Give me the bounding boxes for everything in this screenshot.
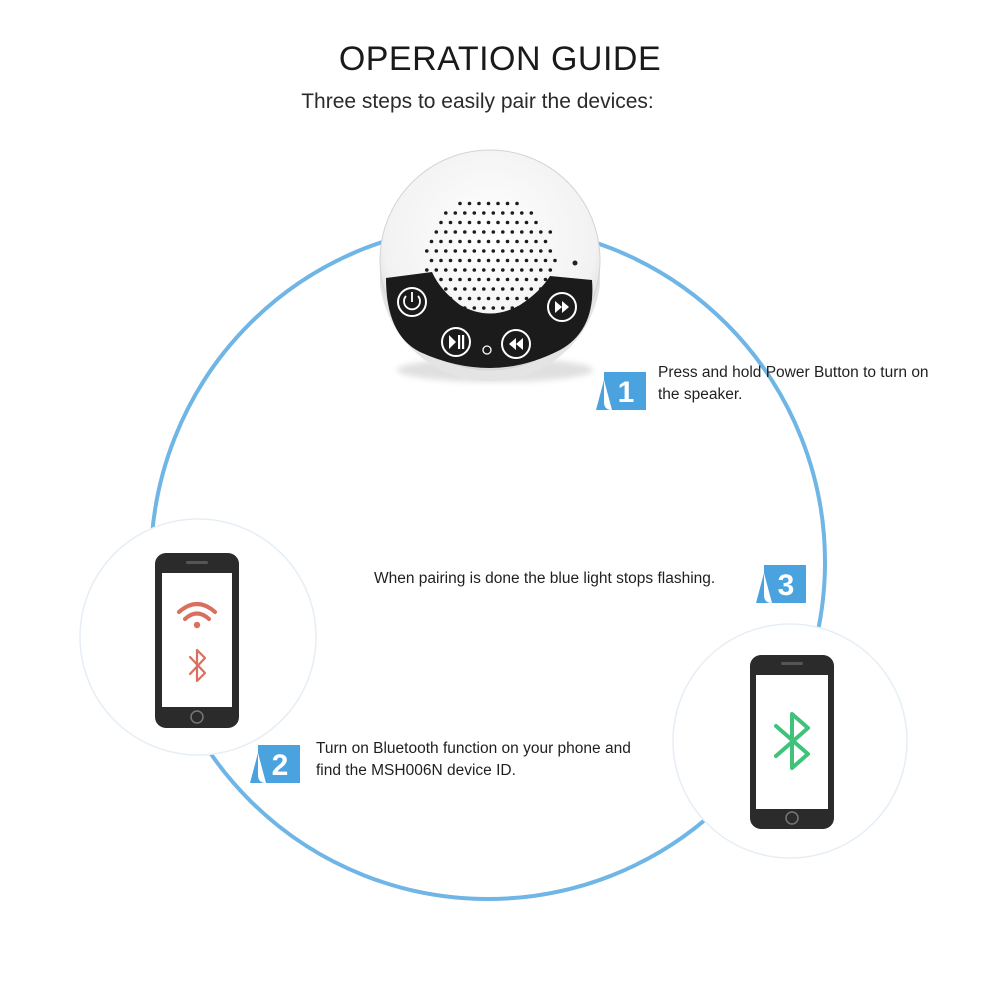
speaker-device bbox=[380, 150, 600, 382]
grill-hole bbox=[530, 268, 534, 272]
grill-hole bbox=[534, 240, 538, 244]
grill-hole bbox=[463, 211, 467, 215]
grill-hole bbox=[482, 268, 486, 272]
grill-hole bbox=[530, 249, 534, 253]
grill-hole bbox=[515, 297, 519, 301]
grill-hole bbox=[501, 306, 505, 310]
grill-hole bbox=[473, 268, 477, 272]
grill-hole bbox=[425, 268, 429, 272]
step-1-badge bbox=[596, 372, 646, 410]
grill-hole bbox=[449, 278, 453, 282]
grill-hole bbox=[439, 221, 443, 225]
grill-hole bbox=[525, 221, 529, 225]
grill-hole bbox=[525, 259, 529, 263]
grill-hole bbox=[487, 202, 491, 206]
grill-hole bbox=[520, 268, 524, 272]
grill-hole bbox=[454, 287, 458, 291]
grill-hole bbox=[534, 259, 538, 263]
grill-hole bbox=[477, 278, 481, 282]
grill-hole bbox=[463, 268, 467, 272]
grill-hole bbox=[501, 268, 505, 272]
grill-hole bbox=[534, 278, 538, 282]
grill-hole bbox=[463, 249, 467, 253]
grill-hole bbox=[444, 268, 448, 272]
phone-right bbox=[750, 655, 834, 829]
grill-hole bbox=[444, 249, 448, 253]
svg-text:3: 3 bbox=[777, 569, 795, 602]
grill-hole bbox=[468, 259, 472, 263]
grill-hole bbox=[468, 240, 472, 244]
grill-hole bbox=[492, 268, 496, 272]
grill-hole bbox=[473, 306, 477, 310]
grill-hole bbox=[511, 287, 515, 291]
grill-hole bbox=[444, 287, 448, 291]
grill-hole bbox=[506, 240, 510, 244]
status-led bbox=[573, 261, 578, 266]
grill-hole bbox=[544, 240, 548, 244]
grill-hole bbox=[492, 287, 496, 291]
grill-hole bbox=[482, 287, 486, 291]
grill-hole bbox=[496, 221, 500, 225]
grill-hole bbox=[515, 259, 519, 263]
phone-left bbox=[155, 553, 239, 728]
grill-hole bbox=[534, 221, 538, 225]
grill-hole bbox=[511, 268, 515, 272]
grill-hole bbox=[425, 249, 429, 253]
grill-hole bbox=[477, 202, 481, 206]
grill-hole bbox=[454, 211, 458, 215]
grill-hole bbox=[439, 259, 443, 263]
grill-hole bbox=[430, 240, 434, 244]
grill-hole bbox=[468, 202, 472, 206]
grill-hole bbox=[506, 202, 510, 206]
grill-hole bbox=[539, 230, 543, 234]
page-title: OPERATION GUIDE bbox=[338, 40, 662, 78]
step-2-badge bbox=[250, 745, 300, 783]
grill-hole bbox=[487, 240, 491, 244]
grill-hole bbox=[496, 240, 500, 244]
grill-hole bbox=[496, 297, 500, 301]
grill-hole bbox=[487, 278, 491, 282]
grill-hole bbox=[439, 240, 443, 244]
grill-hole bbox=[520, 211, 524, 215]
grill-hole bbox=[458, 221, 462, 225]
grill-hole bbox=[530, 211, 534, 215]
grill-hole bbox=[515, 221, 519, 225]
grill-hole bbox=[468, 297, 472, 301]
grill-hole bbox=[549, 230, 553, 234]
grill-hole bbox=[435, 268, 439, 272]
grill-hole bbox=[463, 287, 467, 291]
grill-hole bbox=[492, 249, 496, 253]
step-1-text: Press and hold Power Button to turn on the speaker. bbox=[658, 364, 929, 403]
grill-hole bbox=[511, 249, 515, 253]
grill-hole bbox=[487, 297, 491, 301]
grill-hole bbox=[473, 287, 477, 291]
grill-hole bbox=[487, 259, 491, 263]
grill-hole bbox=[444, 230, 448, 234]
grill-hole bbox=[473, 211, 477, 215]
grill-hole bbox=[482, 211, 486, 215]
grill-hole bbox=[544, 259, 548, 263]
grill-hole bbox=[487, 221, 491, 225]
grill-hole bbox=[515, 202, 519, 206]
grill-hole bbox=[430, 259, 434, 263]
grill-hole bbox=[477, 240, 481, 244]
grill-hole bbox=[492, 211, 496, 215]
grill-hole bbox=[454, 230, 458, 234]
grill-hole bbox=[506, 259, 510, 263]
grill-hole bbox=[477, 259, 481, 263]
grill-hole bbox=[492, 230, 496, 234]
grill-hole bbox=[496, 278, 500, 282]
grill-hole bbox=[501, 211, 505, 215]
grill-hole bbox=[477, 297, 481, 301]
grill-hole bbox=[444, 211, 448, 215]
grill-hole bbox=[439, 278, 443, 282]
grill-hole bbox=[525, 240, 529, 244]
grill-hole bbox=[449, 240, 453, 244]
grill-hole bbox=[454, 268, 458, 272]
grill-hole bbox=[496, 259, 500, 263]
grill-hole bbox=[458, 202, 462, 206]
step-3-badge bbox=[756, 565, 806, 603]
grill-hole bbox=[549, 249, 553, 253]
grill-hole bbox=[473, 249, 477, 253]
grill-hole bbox=[449, 221, 453, 225]
page-subtitle: Three steps to easily pair the devices: bbox=[301, 90, 654, 113]
grill-hole bbox=[458, 297, 462, 301]
grill-hole bbox=[454, 249, 458, 253]
grill-hole bbox=[463, 230, 467, 234]
grill-hole bbox=[520, 249, 524, 253]
grill-hole bbox=[435, 249, 439, 253]
step-3-text: When pairing is done the blue light stops flashing. bbox=[374, 570, 716, 587]
svg-text:1: 1 bbox=[617, 376, 635, 409]
grill-hole bbox=[468, 221, 472, 225]
grill-hole bbox=[525, 278, 529, 282]
grill-hole bbox=[530, 287, 534, 291]
grill-hole bbox=[511, 230, 515, 234]
grill-hole bbox=[549, 268, 553, 272]
grill-hole bbox=[477, 221, 481, 225]
grill-hole bbox=[506, 221, 510, 225]
grill-hole bbox=[482, 306, 486, 310]
grill-hole bbox=[458, 278, 462, 282]
grill-hole bbox=[482, 230, 486, 234]
grill-hole bbox=[520, 287, 524, 291]
grill-hole bbox=[458, 259, 462, 263]
grill-hole bbox=[435, 230, 439, 234]
grill-hole bbox=[449, 259, 453, 263]
svg-text:2: 2 bbox=[271, 749, 289, 782]
grill-hole bbox=[473, 230, 477, 234]
step-2-text: Turn on Bluetooth function on your phone and find the MSH006N device ID. bbox=[316, 740, 631, 779]
grill-hole bbox=[501, 230, 505, 234]
grill-hole bbox=[468, 278, 472, 282]
grill-hole bbox=[511, 211, 515, 215]
grill-hole bbox=[506, 297, 510, 301]
grill-hole bbox=[506, 278, 510, 282]
grill-hole bbox=[492, 306, 496, 310]
grill-hole bbox=[530, 230, 534, 234]
grill-hole bbox=[553, 259, 557, 263]
grill-hole bbox=[515, 278, 519, 282]
grill-hole bbox=[496, 202, 500, 206]
grill-hole bbox=[520, 230, 524, 234]
grill-hole bbox=[458, 240, 462, 244]
grill-hole bbox=[501, 249, 505, 253]
grill-hole bbox=[539, 249, 543, 253]
grill-hole bbox=[501, 287, 505, 291]
grill-hole bbox=[482, 249, 486, 253]
grill-hole bbox=[539, 268, 543, 272]
grill-hole bbox=[515, 240, 519, 244]
